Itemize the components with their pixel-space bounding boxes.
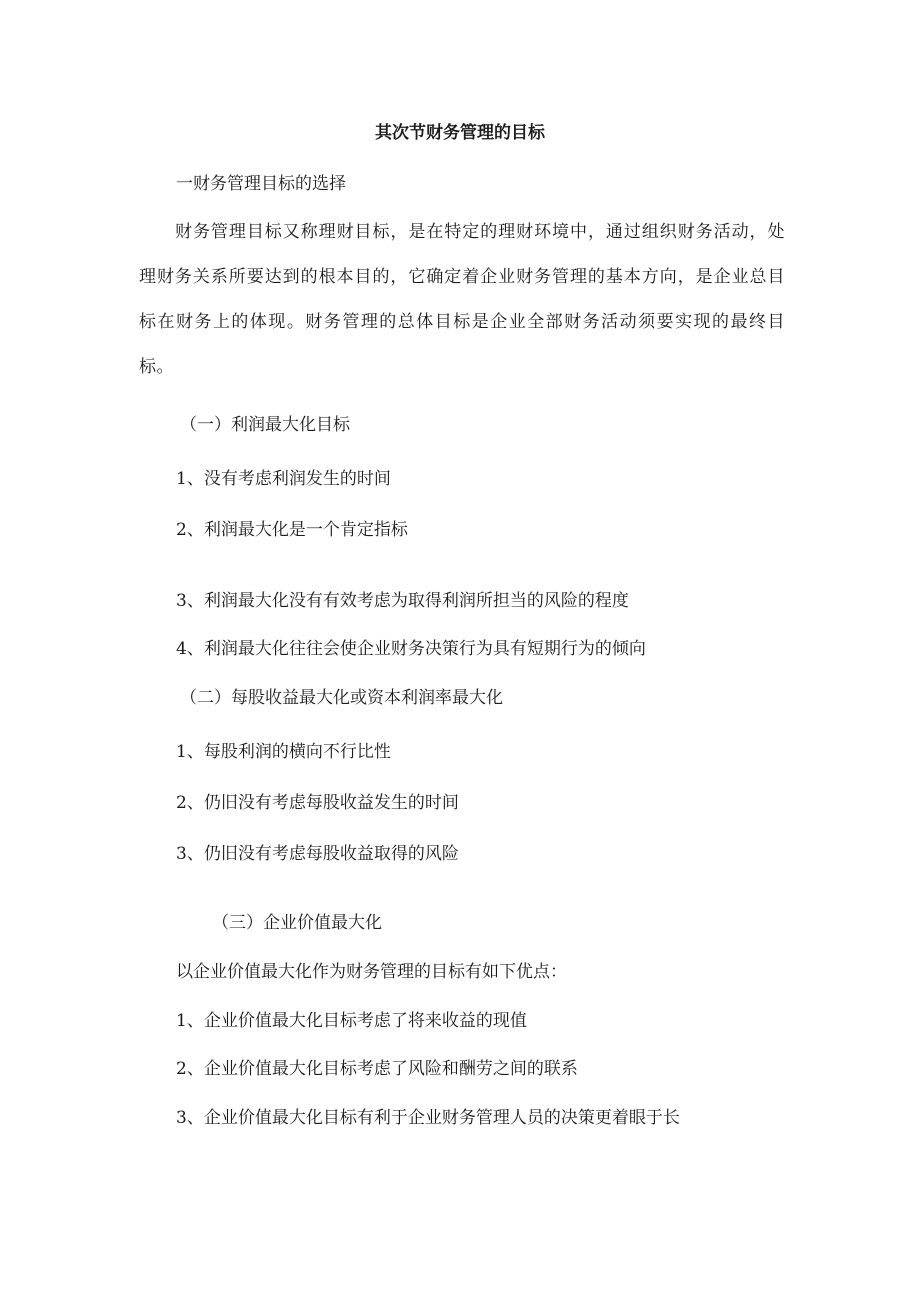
document-title: 其次节财务管理的目标: [375, 123, 545, 143]
subsection-heading-value: （三）企业价值最大化: [212, 913, 382, 933]
list-item: 1、企业价值最大化目标考虑了将来收益的现值: [176, 1011, 527, 1031]
list-item: 2、仍旧没有考虑每股收益发生的时间: [176, 793, 459, 813]
intro-paragraph: 财务管理目标又称理财目标，是在特定的理财环境中，通过组织财务活动，处理财务关系所要达到的根本目的，它确定着企业财务管理的基本方向，是企业总目标在财务上的体现。财务管理的总体目标是企业全部财务活动须要实现的最终目标。: [139, 222, 785, 377]
list-item: 1、没有考虑利润发生的时间: [176, 469, 391, 489]
list-item: 3、仍旧没有考虑每股收益取得的风险: [176, 844, 459, 864]
value-intro-text: 以企业价值最大化作为财务管理的目标有如下优点：: [176, 962, 567, 982]
list-item: 4、利润最大化往往会使企业财务决策行为具有短期行为的倾向: [176, 639, 646, 659]
section-heading-goal-selection: 一财务管理目标的选择: [176, 174, 346, 194]
subsection-heading-eps: （二）每股收益最大化或资本利润率最大化: [180, 688, 503, 708]
list-item: 1、每股利润的横向不行比性: [176, 742, 391, 762]
list-item: 3、利润最大化没有有效考虑为取得利润所担当的风险的程度: [176, 591, 629, 611]
list-item: 2、企业价值最大化目标考虑了风险和酬劳之间的联系: [176, 1059, 578, 1079]
subsection-heading-profit: （一）利润最大化目标: [180, 415, 350, 435]
list-item: 3、企业价值最大化目标有利于企业财务管理人员的决策更着眼于长: [176, 1108, 680, 1128]
list-item: 2、利润最大化是一个肯定指标: [176, 520, 408, 540]
